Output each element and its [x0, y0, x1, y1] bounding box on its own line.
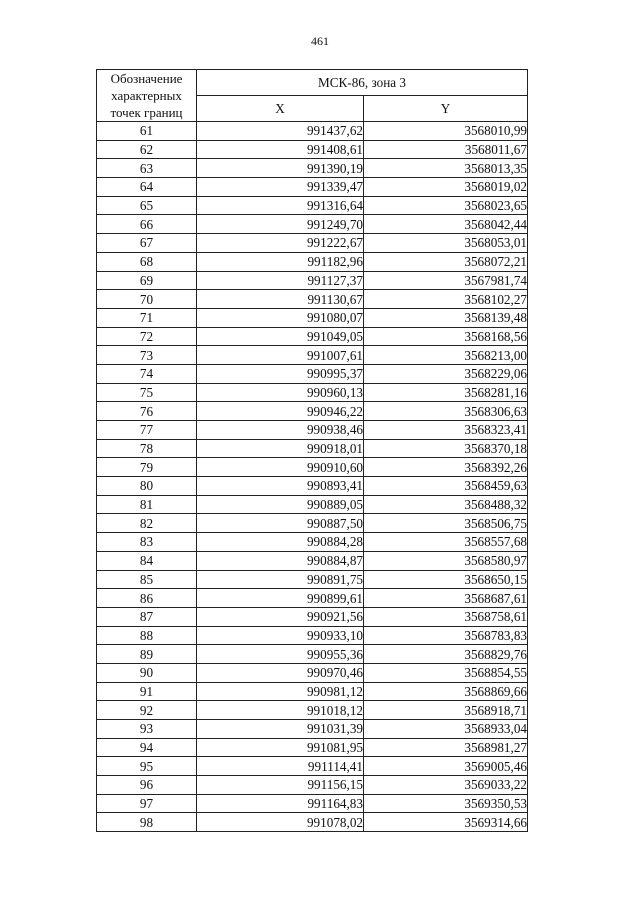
table-row: [97, 626, 528, 645]
table-row: [97, 122, 528, 141]
x-column-header: X: [197, 96, 364, 122]
point-number-cell: 62: [97, 140, 197, 159]
table-row: [97, 271, 528, 290]
x-coordinate-cell: 991127,37: [197, 271, 364, 290]
y-coordinate-cell: 3568650,15: [364, 570, 528, 589]
y-coordinate-cell: 3568687,61: [364, 589, 528, 608]
point-number-cell: 66: [97, 215, 197, 234]
point-number-cell: 81: [97, 495, 197, 514]
coordinate-system-header: МСК-86, зона 3: [197, 70, 528, 96]
y-coordinate-cell: 3567981,74: [364, 271, 528, 290]
table-row: [97, 477, 528, 496]
x-coordinate-cell: 991007,61: [197, 346, 364, 365]
y-coordinate-cell: 3569033,22: [364, 776, 528, 795]
table-row: [97, 682, 528, 701]
point-number-cell: 68: [97, 252, 197, 271]
point-number-cell: 64: [97, 178, 197, 197]
point-number-cell: 85: [97, 570, 197, 589]
y-coordinate-cell: 3568933,04: [364, 720, 528, 739]
point-number-cell: 89: [97, 645, 197, 664]
y-coordinate-cell: 3568229,06: [364, 364, 528, 383]
y-coordinate-cell: 3568053,01: [364, 234, 528, 253]
point-number-cell: 87: [97, 607, 197, 626]
y-coordinate-cell: 3568023,65: [364, 196, 528, 215]
table-row: [97, 196, 528, 215]
x-coordinate-cell: 991408,61: [197, 140, 364, 159]
y-coordinate-cell: 3568981,27: [364, 738, 528, 757]
y-coordinate-cell: 3568213,00: [364, 346, 528, 365]
table-row: [97, 738, 528, 757]
x-coordinate-cell: 990995,37: [197, 364, 364, 383]
y-coordinate-cell: 3568072,21: [364, 252, 528, 271]
y-column-header: Y: [364, 96, 528, 122]
table-row: [97, 794, 528, 813]
point-number-cell: 71: [97, 308, 197, 327]
point-number-cell: 67: [97, 234, 197, 253]
y-coordinate-cell: 3568488,32: [364, 495, 528, 514]
y-coordinate-cell: 3568010,99: [364, 122, 528, 141]
table-row: [97, 234, 528, 253]
x-coordinate-cell: 991222,67: [197, 234, 364, 253]
y-coordinate-cell: 3568854,55: [364, 663, 528, 682]
x-coordinate-cell: 991182,96: [197, 252, 364, 271]
table-row: [97, 178, 528, 197]
x-coordinate-cell: 991130,67: [197, 290, 364, 309]
table-row: [97, 757, 528, 776]
y-coordinate-cell: 3568392,26: [364, 458, 528, 477]
y-coordinate-cell: 3568829,76: [364, 645, 528, 664]
point-number-cell: 63: [97, 159, 197, 178]
point-number-cell: 82: [97, 514, 197, 533]
x-coordinate-cell: 991339,47: [197, 178, 364, 197]
x-coordinate-cell: 990946,22: [197, 402, 364, 421]
x-coordinate-cell: 990910,60: [197, 458, 364, 477]
point-number-cell: 73: [97, 346, 197, 365]
y-coordinate-cell: 3568370,18: [364, 439, 528, 458]
x-coordinate-cell: 990981,12: [197, 682, 364, 701]
x-coordinate-cell: 991249,70: [197, 215, 364, 234]
point-number-cell: 69: [97, 271, 197, 290]
point-number-cell: 61: [97, 122, 197, 141]
x-coordinate-cell: 991080,07: [197, 308, 364, 327]
table-body: [97, 122, 528, 832]
x-coordinate-cell: 991437,62: [197, 122, 364, 141]
table-row: [97, 140, 528, 159]
y-coordinate-cell: 3568042,44: [364, 215, 528, 234]
table-row: [97, 421, 528, 440]
x-coordinate-cell: 990893,41: [197, 477, 364, 496]
x-coordinate-cell: 991078,02: [197, 813, 364, 832]
table-row: [97, 215, 528, 234]
x-coordinate-cell: 991114,41: [197, 757, 364, 776]
x-coordinate-cell: 991156,15: [197, 776, 364, 795]
x-coordinate-cell: 990955,36: [197, 645, 364, 664]
table-row: [97, 364, 528, 383]
y-coordinate-cell: 3568019,02: [364, 178, 528, 197]
x-coordinate-cell: 991031,39: [197, 720, 364, 739]
y-coordinate-cell: 3568306,63: [364, 402, 528, 421]
point-number-cell: 74: [97, 364, 197, 383]
table-row: [97, 439, 528, 458]
y-coordinate-cell: 3568139,48: [364, 308, 528, 327]
point-number-cell: 90: [97, 663, 197, 682]
point-label-header: Обозначение характерных точек границ: [97, 70, 197, 122]
x-coordinate-cell: 990918,01: [197, 439, 364, 458]
point-number-cell: 78: [97, 439, 197, 458]
y-coordinate-cell: 3568758,61: [364, 607, 528, 626]
table-row: [97, 327, 528, 346]
x-coordinate-cell: 991316,64: [197, 196, 364, 215]
point-number-cell: 80: [97, 477, 197, 496]
y-coordinate-cell: 3568011,67: [364, 140, 528, 159]
x-coordinate-cell: 991390,19: [197, 159, 364, 178]
y-coordinate-cell: 3568013,35: [364, 159, 528, 178]
table-row: [97, 570, 528, 589]
y-coordinate-cell: 3569314,66: [364, 813, 528, 832]
point-number-cell: 79: [97, 458, 197, 477]
table-row: [97, 290, 528, 309]
x-coordinate-cell: 990960,13: [197, 383, 364, 402]
table-row: [97, 514, 528, 533]
point-number-cell: 65: [97, 196, 197, 215]
point-number-cell: 95: [97, 757, 197, 776]
point-number-cell: 75: [97, 383, 197, 402]
y-coordinate-cell: 3568506,75: [364, 514, 528, 533]
point-number-cell: 83: [97, 533, 197, 552]
point-number-cell: 91: [97, 682, 197, 701]
table-header-row: [97, 70, 528, 96]
x-coordinate-cell: 990921,56: [197, 607, 364, 626]
point-number-cell: 72: [97, 327, 197, 346]
point-number-cell: 84: [97, 551, 197, 570]
table-row: [97, 402, 528, 421]
point-number-cell: 70: [97, 290, 197, 309]
x-coordinate-cell: 990938,46: [197, 421, 364, 440]
y-coordinate-cell: 3568918,71: [364, 701, 528, 720]
y-coordinate-cell: 3568557,68: [364, 533, 528, 552]
table-row: [97, 589, 528, 608]
y-coordinate-cell: 3568869,66: [364, 682, 528, 701]
y-coordinate-cell: 3569350,53: [364, 794, 528, 813]
point-number-cell: 77: [97, 421, 197, 440]
y-coordinate-cell: 3568102,27: [364, 290, 528, 309]
point-number-cell: 76: [97, 402, 197, 421]
table-row: [97, 346, 528, 365]
x-coordinate-cell: 990884,28: [197, 533, 364, 552]
x-coordinate-cell: 991018,12: [197, 701, 364, 720]
coordinates-table: [96, 69, 528, 832]
x-coordinate-cell: 990887,50: [197, 514, 364, 533]
y-coordinate-cell: 3568281,16: [364, 383, 528, 402]
x-coordinate-cell: 991081,95: [197, 738, 364, 757]
point-number-cell: 93: [97, 720, 197, 739]
table-row: [97, 495, 528, 514]
y-coordinate-cell: 3568783,83: [364, 626, 528, 645]
x-coordinate-cell: 990884,87: [197, 551, 364, 570]
y-coordinate-cell: 3569005,46: [364, 757, 528, 776]
y-coordinate-cell: 3568580,97: [364, 551, 528, 570]
table-row: [97, 645, 528, 664]
x-coordinate-cell: 990891,75: [197, 570, 364, 589]
x-coordinate-cell: 990933,10: [197, 626, 364, 645]
point-number-cell: 96: [97, 776, 197, 795]
table-row: [97, 551, 528, 570]
point-number-cell: 92: [97, 701, 197, 720]
table-row: [97, 776, 528, 795]
y-coordinate-cell: 3568323,41: [364, 421, 528, 440]
table-row: [97, 663, 528, 682]
table-row: [97, 720, 528, 739]
point-number-cell: 94: [97, 738, 197, 757]
table-row: [97, 159, 528, 178]
x-coordinate-cell: 991164,83: [197, 794, 364, 813]
page-number: 461: [311, 34, 329, 48]
point-number-cell: 88: [97, 626, 197, 645]
table-row: [97, 458, 528, 477]
x-coordinate-cell: 990889,05: [197, 495, 364, 514]
x-coordinate-cell: 990970,46: [197, 663, 364, 682]
point-number-cell: 97: [97, 794, 197, 813]
y-coordinate-cell: 3568168,56: [364, 327, 528, 346]
x-coordinate-cell: 991049,05: [197, 327, 364, 346]
point-number-cell: 86: [97, 589, 197, 608]
table-row: [97, 252, 528, 271]
y-coordinate-cell: 3568459,63: [364, 477, 528, 496]
table-row: [97, 813, 528, 832]
table-row: [97, 308, 528, 327]
table-row: [97, 533, 528, 552]
table-row: [97, 607, 528, 626]
x-coordinate-cell: 990899,61: [197, 589, 364, 608]
table-row: [97, 701, 528, 720]
table-row: [97, 383, 528, 402]
point-number-cell: 98: [97, 813, 197, 832]
